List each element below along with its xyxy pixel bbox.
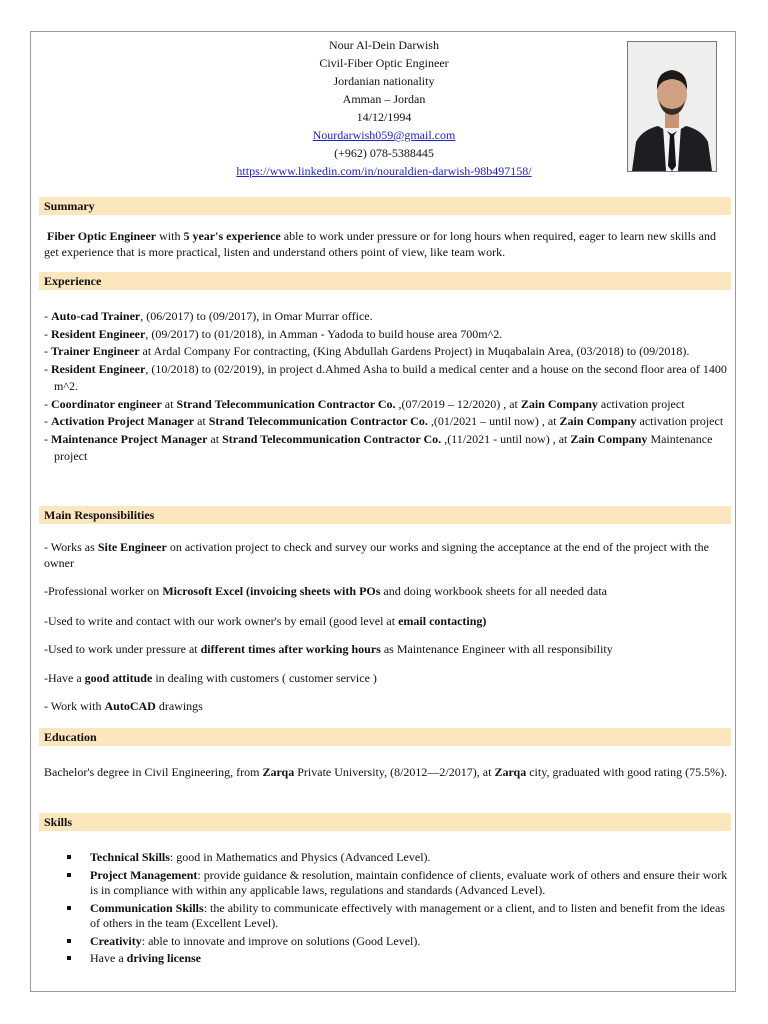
list-item: - Resident Engineer, (10/2018) to (02/2019), in project d.Ahmed Asha to build a medical center and a house on the second floor area of 1400 m^2. — [44, 361, 727, 393]
section-education-header: Education — [39, 728, 731, 746]
experience-list — [44, 308, 728, 466]
candidate-title: Civil-Fiber Optic Engineer — [319, 56, 449, 70]
section-skills-header: Skills — [39, 813, 731, 831]
list-item: -Used to write and contact with our work owner's by email (good level at email contacting) — [44, 613, 487, 628]
list-item: Project Management: provide guidance & resolution, maintain confidence of clients, evaluate work of others and ensure their work is in compliance with within any applicable laws, regulations and standards (Advanced Level). — [44, 868, 728, 899]
summary-years: 5 year's experience — [183, 229, 281, 243]
list-item: - Auto-cad Trainer, (06/2017) to (09/2017), in Omar Murrar office. — [44, 309, 373, 323]
linkedin-link[interactable]: https://www.linkedin.com/in/nouraldien-darwish-98b497158/ — [236, 164, 532, 178]
section-experience-header: Experience — [39, 272, 731, 290]
list-item: Communication Skills: the ability to communicate effectively with management or a client, and to listen and benefit from the ideas of others in the team (Excellent Level). — [44, 901, 728, 932]
list-item: Creativity: able to innovate and improve on solutions (Good Level). — [44, 934, 728, 950]
person-portrait-icon — [628, 42, 716, 171]
summary-text: Fiber Optic Engineer with 5 year's experience able to work under pressure or for long hours when required, eager to learn new skills and get experience that is more practical, listen and understand others point of view, like team work. — [44, 229, 716, 259]
list-item: - Activation Project Manager at Strand Telecommunication Contractor Co. ,(01/2021 – until now) , at Zain Company activation project — [44, 414, 724, 428]
skills-list — [44, 850, 728, 969]
list-item: -Have a good attitude in dealing with customers ( customer service ) — [44, 670, 377, 685]
responsibilities-list — [44, 540, 728, 728]
section-summary-header: Summary — [39, 197, 731, 215]
profile-photo — [627, 41, 717, 172]
education-text: Bachelor's degree in Civil Engineering, from Zarqa Private University, (8/2012—2/2017), at Zarqa city, graduated with good rating (75.5%). — [44, 765, 728, 779]
candidate-name: Nour Al-Dein Darwish — [329, 38, 439, 52]
list-item: - Work with AutoCAD drawings — [44, 699, 203, 713]
list-item: Have a driving license — [44, 951, 728, 967]
candidate-birthdate: 14/12/1994 — [356, 110, 412, 124]
list-item: -Professional worker on Microsoft Excel (invoicing sheets with POs and doing workbook sheets for all needed data — [44, 584, 608, 598]
email-link[interactable]: Nourdarwish059@gmail.com — [312, 128, 456, 142]
resume-page — [30, 31, 736, 992]
list-item: - Maintenance Project Manager at Strand Telecommunication Contractor Co. ,(11/2021 - until now) , at Zain Company Maintenance project — [44, 431, 713, 463]
candidate-phone: (+962) 078-5388445 — [334, 146, 434, 160]
summary-role: Fiber Optic Engineer — [47, 229, 157, 243]
section-responsibilities-header: Main Responsibilities — [39, 506, 731, 524]
list-item: - Works as Site Engineer on activation project to check and survey our works and signing the acceptance at the end of the project with the owner — [44, 540, 709, 570]
list-item: - Trainer Engineer at Ardal Company For contracting, (King Abdullah Gardens Project) in Muqabalain Area, (03/2018) to (09/2018). — [44, 344, 690, 358]
list-item: Technical Skills: good in Mathematics and Physics (Advanced Level). — [44, 850, 728, 866]
candidate-nationality: Jordanian nationality — [333, 74, 435, 88]
list-item: - Coordinator engineer at Strand Telecommunication Contractor Co. ,(07/2019 – 12/2020) , at Zain Company activation project — [44, 396, 685, 411]
list-item: - Resident Engineer, (09/2017) to (01/2018), in Amman - Yadoda to build house area 700m^2. — [44, 326, 503, 341]
candidate-location: Amman – Jordan — [342, 92, 426, 106]
list-item: -Used to work under pressure at different times after working hours as Maintenance Engineer with all responsibility — [44, 642, 613, 656]
